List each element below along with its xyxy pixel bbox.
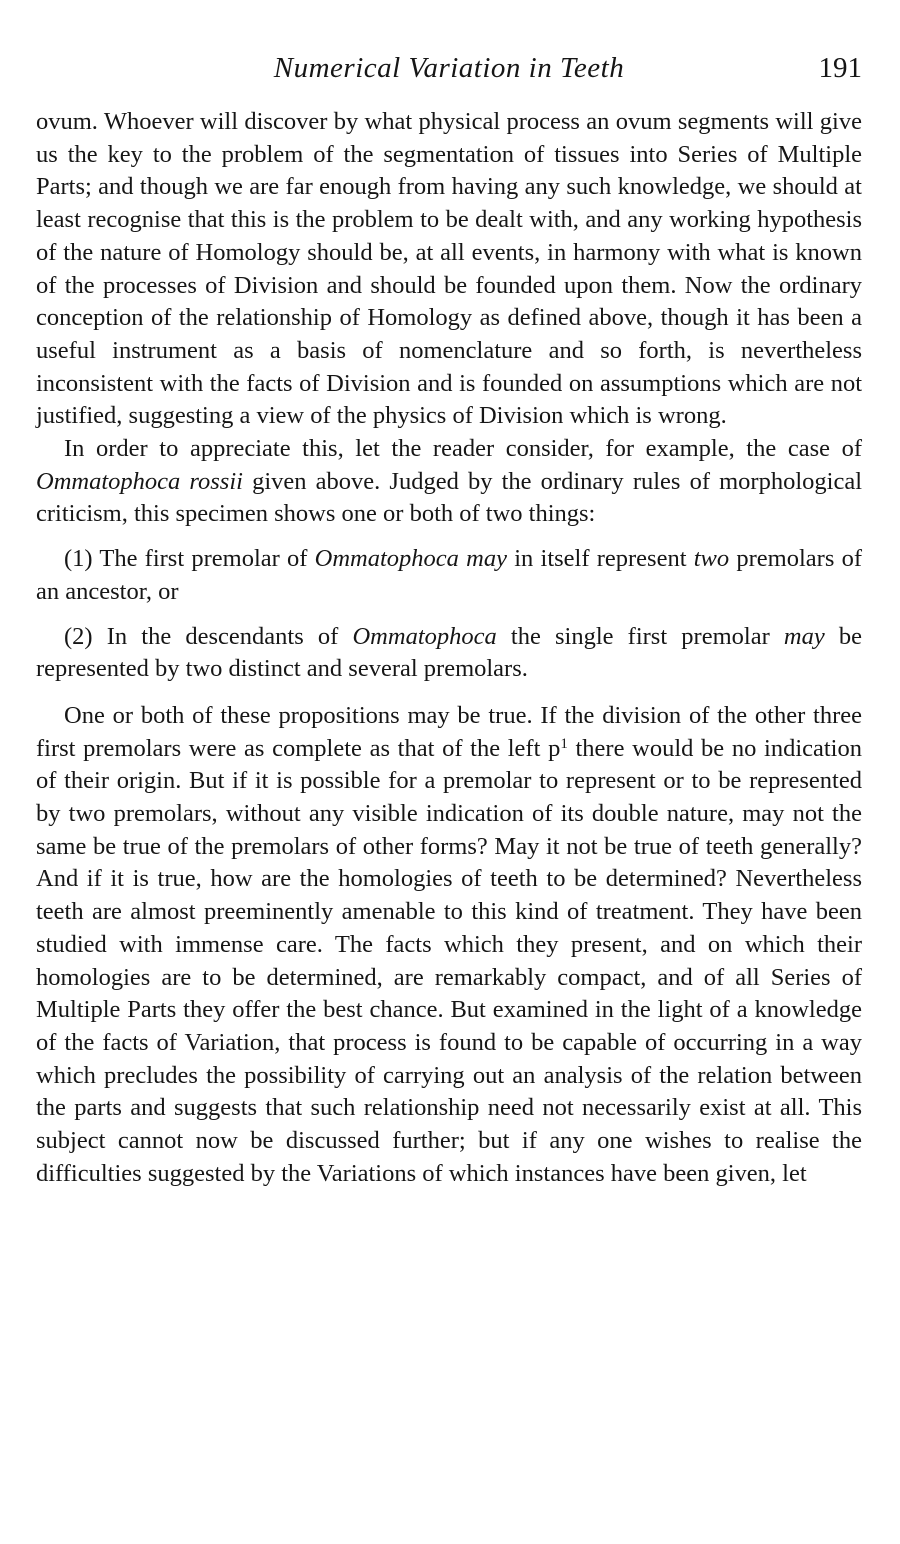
list-text: be represented by two distinct and several premolars. — [36, 622, 862, 683]
list-text: (1) The first premolar of — [64, 545, 315, 573]
species-name: Ommatophoca rossii — [36, 467, 243, 495]
list-text: premolars of an ancestor, or — [36, 545, 862, 605]
genus-name: Ommatophoca — [352, 622, 497, 650]
superscript: 1 — [560, 735, 568, 752]
genus-name: Ommatophoca — [314, 545, 459, 573]
paragraph-continuation — [36, 106, 862, 433]
emphasis-may: may — [466, 545, 507, 573]
running-title: Numerical Variation in Teeth — [273, 52, 625, 84]
paragraph-propositions — [36, 700, 862, 1191]
list-text: the single first premolar — [496, 622, 784, 650]
paragraph-text: One or both of these propositions may be true. If the division of the other three first premolars were as complete as that of the left p — [36, 701, 862, 762]
list-item-1 — [36, 543, 862, 608]
paragraph-text: ovum. Whoever will discover by what physical process an ovum segments will give us the key to the problem of the segmentation of tissues into Series of Multiple Parts; and though we are far enough from having any such knowledge, we should at least recognise that this is the problem to be dealt with, and any working hypothesis of the nature of Homology should be, at all events, in harmony with what is known of the processes of Division and should be founded upon them. Now the ordinary conception of the relationship of Homology as defined above, though it has been a useful instrument as a basis of nomenclature and so forth, is nevertheless inconsistent with the facts of Division and is founded on assumptions which are not justified, suggesting a view of the physics of Division which is wrong. — [36, 108, 862, 430]
page-body — [36, 106, 862, 1191]
page-header — [36, 48, 862, 88]
list-text: (2) In the descendants of — [64, 622, 353, 650]
emphasis-may: may — [783, 622, 825, 650]
emphasis-two: two — [693, 545, 730, 573]
paragraph-text: given above. Judged by the ordinary rules of morphological criticism, this specimen shows one or both of two things: — [36, 467, 863, 528]
list-item-2 — [36, 621, 862, 686]
paragraph-text: there would be no indication of their origin. But if it is possible for a premolar to represent or to be represented by two premolars, without any visible indication of its double nature, may not the same be true of the premolars of other forms? May it not be true of teeth generally? And if it is true, how are the homologies of teeth to be determined? Nevertheless teeth are almost preeminently amenable to this kind of treatment. They have been studied with immense care. The facts which they present, and on which their homologies are to be determined, are remarkably compact, and of all Series of Multiple Parts they offer the best chance. But examined in the light of a knowledge of the facts of Variation, that process is found to be capable of occurring in a way which precludes the possibility of carrying out an analysis of the relation between the parts and suggests that such relationship need not necessarily exist at all. This subject cannot now be discussed further; but if any one wishes to realise the difficulties suggested by the Variations of which instances have been given, let — [36, 734, 862, 1187]
list-text: in itself represent — [507, 545, 694, 573]
page-number: 191 — [818, 52, 862, 84]
paragraph-ommatophoca — [36, 433, 862, 531]
paragraph-text: In order to appreciate this, let the reader consider, for example, the case of — [64, 435, 862, 463]
